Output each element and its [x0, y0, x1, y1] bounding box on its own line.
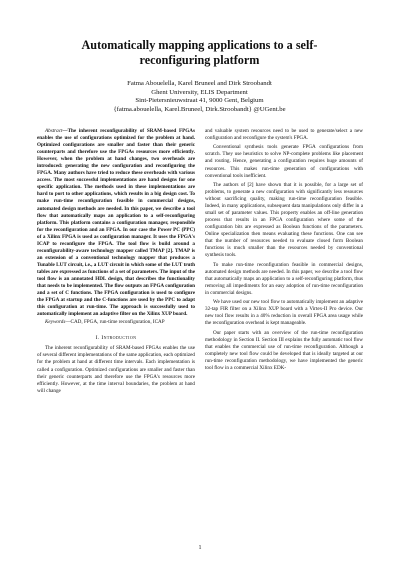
right-paragraph: Conventional synthesis tools generate FPGA configurations from scratch. They use heuristics to solve NP-complete problems like placement and routing. Hence, generating a configuration requires huge amounts of resources. This makes run-time generation of configurations with conventional tools inefficient.: [205, 144, 363, 179]
abstract: [37, 128, 195, 318]
two-column-body: [37, 128, 363, 395]
right-paragraph-continued: and valuable system resources need to be used to generate/select a new configuration and reconfigure the system's FPGA.: [205, 128, 363, 142]
left-column: [37, 128, 195, 395]
right-paragraph: We have used our new tool flow to automatically implement an adaptive 32-tap FIR filter on a Xilinx XUP board with a Virtex-II Pro device. Our new tool flow results in a 40% reduction in overall FPGA area usage while the reconfiguration overhead is kept manageable.: [205, 299, 363, 327]
right-column: [205, 128, 363, 395]
author-emails: {fatma.abouelella, Karel.Bruneel, Dirk.Stroobandt} @UGent.be: [113, 105, 286, 113]
intro-paragraph: The inherent reconfigurability of SRAM-based FPGAs enables the use of several different implementations of the same application, each optimized for the problem at hand at different time intervals. Each implementation is called a configuration. Optimized configurations are smaller and faster than their generic counterparts and therefore use the FPGA's resources more efficiently. However, at the time interval boundaries, the problem at hand will change: [37, 345, 195, 394]
paper-title: Automatically mapping applications to a self-reconfiguring platform: [81, 38, 318, 67]
author-affiliation: Ghent University, ELIS Department: [151, 88, 248, 96]
abstract-text: —The inherent reconfigurability of SRAM-based FPGAs enables the use of configurations optimized for the problem at hand. Optimized configurations are smaller and faster than their generic counterparts and therefore use the FPGAs resources more efficiently. However, when the problem at hand changes, two overheads are introduced: generating the new configuration and reconfiguring the FPGA. Many authors have tried to reduce these overheads with various access. The most successful implementations are hand designs for one specific application. The methods used in these implementations are hard to port to other applications, which results in a big design cost. To make run-time reconfiguration feasible in commercial designs, automated design methods are needed. In this paper, we describe a tool flow that automatically maps an application to a self-reconfiguring platform. This platform contains a configuration manager, responsible for the reconfiguration and an FPGA. In our case the Power PC (PPC) of a Xilinx FPGA is used as configuration manager. It uses the FPGA's ICAP to reconfigure the FPGA. The tool flow is build around a reconfigurability-aware technology mapper called TMAP [2]. TMAP is an extension of a conventional technology mapper that produces a Tunable LUT circuit, i.e., a LUT circuit in which some of the LUT truth tables are expressed as functions of a set of parameters. The input of the tool flow is an annotated HDL design, that describes the functionality that needs to be implemented. The flow outputs an FPGA configuration and a set of C functions. The FPGA configuration is used to configure the FPGA at startup and the C-functions are used by the PPC to adapt this configuration at run-time. The approach is successfully used to automatically implement an adaptive filter on the Xilinx XUP board.: [37, 128, 195, 318]
author-address: Sint-Pietersnieuwstraat 41, 9000 Gent, Belgium: [135, 97, 264, 105]
keywords-label: Keywords: [45, 319, 66, 326]
author-block: [37, 80, 362, 114]
section-heading: I. Introduction: [95, 335, 137, 342]
page-number: 1: [198, 545, 202, 551]
author-names: Fatma Abouelella, Karel Bruneel and Dirk Stroobandt: [127, 80, 272, 87]
right-paragraph: To make run-time reconfiguration feasible in commercial designs, automated design methods are needed. In this paper, we describe a tool flow that automatically maps an application to a self-reconfiguring platform, thus removing all impediments for an easy adoption of run-time reconfiguration in commercial designs.: [205, 261, 363, 296]
keywords: [37, 319, 195, 326]
right-paragraph: Our paper starts with an overview of the run-time reconfiguration methodology in Section II. Section III explains the fully automatic tool flow that enables the commercial use of run-time reconfiguration. Although a completely new tool flow could be developed that is ideally targeted at our run-time reconfiguration methodology, we have implemented the generic tool flow in a commercial Xilinx EDK-: [205, 329, 363, 371]
right-paragraph: The authors of [2] have shown that it is possible, for a large set of problems, to generate a new configuration with significantly less resources without sacrificing quality, making run-time reconfiguration feasible. Indeed, in many applications, subsequent data manipulations only differ in a small set of parameter values. This property enables an off-line generation process that results in an FPGA configuration where some of the configuration bits are expressed as Boolean functions of the parameters. Online specialization then means evaluating these functions. One can see that the number of resources needed to evaluate closed form Boolean functions is much smaller than the resources needed by conventional synthesis tools.: [205, 181, 363, 259]
abstract-label: Abstract: [45, 128, 63, 134]
keywords-text: —CAD, FPGA, run-time reconfiguration, ICAP: [65, 319, 165, 326]
